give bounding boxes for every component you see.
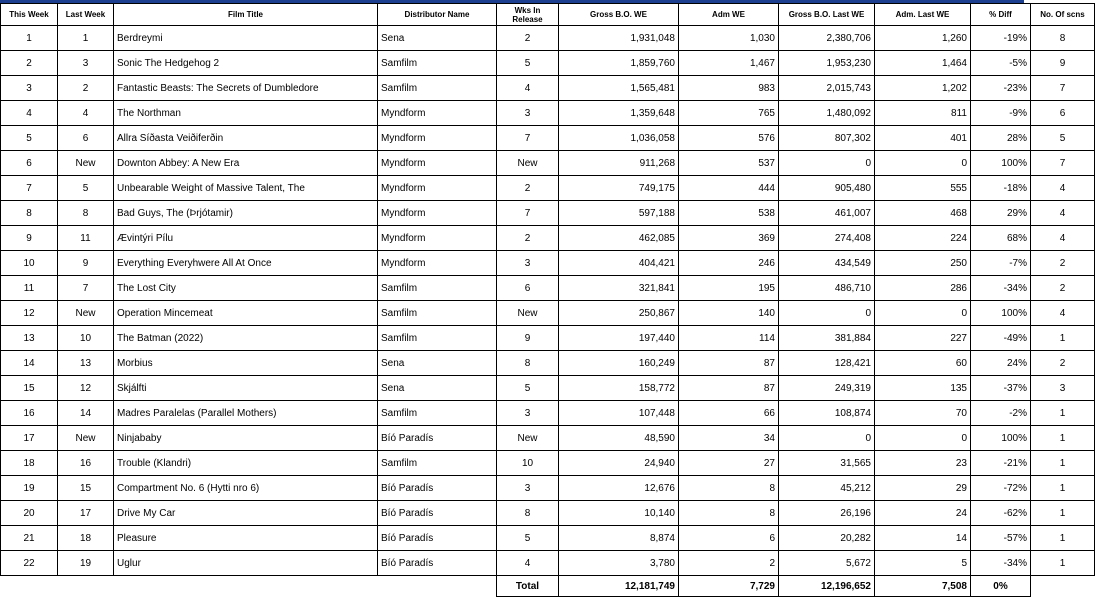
cell-gross-we: 10,140	[559, 501, 679, 526]
cell-gross-last-we: 807,302	[779, 126, 875, 151]
cell-pct-diff: -9%	[971, 101, 1031, 126]
cell-gross-we: 3,780	[559, 551, 679, 576]
cell-wks-in-release: 9	[497, 326, 559, 351]
cell-wks-in-release: 8	[497, 501, 559, 526]
cell-this-week: 6	[1, 151, 58, 176]
cell-last-week: 3	[58, 51, 114, 76]
cell-adm-we: 538	[679, 201, 779, 226]
cell-gross-last-we: 2,015,743	[779, 76, 875, 101]
cell-this-week: 8	[1, 201, 58, 226]
cell-wks-in-release: New	[497, 301, 559, 326]
cell-adm-last-we: 555	[875, 176, 971, 201]
col-header-adm-we: Adm WE	[679, 4, 779, 26]
table-row	[1, 351, 1095, 376]
cell-last-week: 11	[58, 226, 114, 251]
cell-adm-last-we: 468	[875, 201, 971, 226]
cell-pct-diff: 100%	[971, 301, 1031, 326]
cell-last-week: New	[58, 151, 114, 176]
cell-wks-in-release: 4	[497, 551, 559, 576]
cell-adm-we: 195	[679, 276, 779, 301]
cell-wks-in-release: 3	[497, 401, 559, 426]
cell-gross-we: 107,448	[559, 401, 679, 426]
cell-pct-diff: -23%	[971, 76, 1031, 101]
cell-adm-last-we: 70	[875, 401, 971, 426]
cell-gross-we: 197,440	[559, 326, 679, 351]
cell-distributor: Sena	[378, 351, 497, 376]
cell-film-title: Ævintýri Pílu	[114, 226, 378, 251]
cell-gross-we: 250,867	[559, 301, 679, 326]
cell-gross-we: 8,874	[559, 526, 679, 551]
cell-film-title: Compartment No. 6 (Hytti nro 6)	[114, 476, 378, 501]
table-row	[1, 51, 1095, 76]
cell-gross-last-we: 128,421	[779, 351, 875, 376]
cell-last-week: 8	[58, 201, 114, 226]
cell-distributor: Samfilm	[378, 276, 497, 301]
cell-adm-we: 576	[679, 126, 779, 151]
cell-film-title: Unbearable Weight of Massive Talent, The	[114, 176, 378, 201]
cell-gross-last-we: 381,884	[779, 326, 875, 351]
cell-wks-in-release: 7	[497, 126, 559, 151]
cell-this-week: 3	[1, 76, 58, 101]
cell-gross-we: 1,565,481	[559, 76, 679, 101]
cell-distributor: Bíó Paradís	[378, 426, 497, 451]
cell-adm-last-we: 24	[875, 501, 971, 526]
cell-this-week: 9	[1, 226, 58, 251]
table-row	[1, 476, 1095, 501]
cell-adm-last-we: 811	[875, 101, 971, 126]
cell-last-week: 9	[58, 251, 114, 276]
cell-gross-last-we: 26,196	[779, 501, 875, 526]
table-row	[1, 451, 1095, 476]
cell-wks-in-release: 3	[497, 101, 559, 126]
header-row	[1, 4, 1095, 26]
total-blank	[378, 576, 497, 597]
col-header-gross-last-we: Gross B.O. Last WE	[779, 4, 875, 26]
cell-gross-last-we: 0	[779, 301, 875, 326]
cell-gross-we: 321,841	[559, 276, 679, 301]
cell-adm-last-we: 5	[875, 551, 971, 576]
cell-adm-we: 6	[679, 526, 779, 551]
cell-pct-diff: 28%	[971, 126, 1031, 151]
cell-film-title: The Northman	[114, 101, 378, 126]
cell-adm-last-we: 60	[875, 351, 971, 376]
cell-gross-last-we: 274,408	[779, 226, 875, 251]
table-row	[1, 251, 1095, 276]
cell-adm-we: 87	[679, 376, 779, 401]
cell-this-week: 10	[1, 251, 58, 276]
cell-distributor: Myndform	[378, 101, 497, 126]
cell-gross-we: 911,268	[559, 151, 679, 176]
cell-adm-we: 66	[679, 401, 779, 426]
col-header-last-week: Last Week	[58, 4, 114, 26]
cell-last-week: 4	[58, 101, 114, 126]
cell-film-title: Operation Mincemeat	[114, 301, 378, 326]
table-row	[1, 526, 1095, 551]
cell-film-title: Skjálfti	[114, 376, 378, 401]
cell-distributor: Bíó Paradís	[378, 501, 497, 526]
col-header-film-title: Film Title	[114, 4, 378, 26]
cell-distributor: Samfilm	[378, 401, 497, 426]
cell-this-week: 16	[1, 401, 58, 426]
cell-pct-diff: 100%	[971, 426, 1031, 451]
cell-pct-diff: -18%	[971, 176, 1031, 201]
col-header-wks-in-release: Wks In Release	[497, 4, 559, 26]
total-adm-last-we: 7,508	[875, 576, 971, 597]
table-row	[1, 201, 1095, 226]
cell-this-week: 5	[1, 126, 58, 151]
cell-wks-in-release: 6	[497, 276, 559, 301]
cell-distributor: Myndform	[378, 126, 497, 151]
cell-screens: 1	[1031, 401, 1095, 426]
cell-this-week: 11	[1, 276, 58, 301]
cell-pct-diff: 68%	[971, 226, 1031, 251]
cell-adm-last-we: 286	[875, 276, 971, 301]
cell-screens: 1	[1031, 426, 1095, 451]
cell-last-week: 19	[58, 551, 114, 576]
col-header-distributor: Distributor Name	[378, 4, 497, 26]
cell-last-week: 5	[58, 176, 114, 201]
table-row	[1, 426, 1095, 451]
cell-adm-we: 2	[679, 551, 779, 576]
col-header-this-week: This Week	[1, 4, 58, 26]
table-row	[1, 26, 1095, 51]
total-pct-diff: 0%	[971, 576, 1031, 597]
cell-this-week: 4	[1, 101, 58, 126]
table-row	[1, 226, 1095, 251]
cell-adm-we: 87	[679, 351, 779, 376]
cell-distributor: Samfilm	[378, 301, 497, 326]
total-gross-last-we: 12,196,652	[779, 576, 875, 597]
cell-last-week: 7	[58, 276, 114, 301]
cell-adm-we: 34	[679, 426, 779, 451]
cell-wks-in-release: 2	[497, 176, 559, 201]
cell-this-week: 13	[1, 326, 58, 351]
cell-film-title: Everything Everyhwere All At Once	[114, 251, 378, 276]
table-row	[1, 551, 1095, 576]
cell-screens: 2	[1031, 276, 1095, 301]
cell-distributor: Samfilm	[378, 76, 497, 101]
cell-gross-we: 1,359,648	[559, 101, 679, 126]
cell-adm-last-we: 1,202	[875, 76, 971, 101]
cell-last-week: 17	[58, 501, 114, 526]
cell-gross-we: 1,931,048	[559, 26, 679, 51]
cell-gross-we: 749,175	[559, 176, 679, 201]
cell-this-week: 1	[1, 26, 58, 51]
cell-this-week: 7	[1, 176, 58, 201]
cell-distributor: Myndform	[378, 151, 497, 176]
cell-distributor: Myndform	[378, 176, 497, 201]
cell-last-week: 15	[58, 476, 114, 501]
cell-film-title: The Batman (2022)	[114, 326, 378, 351]
cell-distributor: Samfilm	[378, 451, 497, 476]
cell-film-title: Fantastic Beasts: The Secrets of Dumbledore	[114, 76, 378, 101]
cell-wks-in-release: New	[497, 151, 559, 176]
cell-distributor: Samfilm	[378, 326, 497, 351]
cell-film-title: Sonic The Hedgehog 2	[114, 51, 378, 76]
cell-wks-in-release: 3	[497, 251, 559, 276]
cell-gross-we: 12,676	[559, 476, 679, 501]
cell-wks-in-release: 4	[497, 76, 559, 101]
cell-gross-last-we: 108,874	[779, 401, 875, 426]
cell-screens: 6	[1031, 101, 1095, 126]
cell-last-week: 18	[58, 526, 114, 551]
cell-adm-we: 537	[679, 151, 779, 176]
cell-wks-in-release: 2	[497, 226, 559, 251]
cell-gross-last-we: 486,710	[779, 276, 875, 301]
table-row	[1, 276, 1095, 301]
cell-adm-last-we: 0	[875, 301, 971, 326]
cell-adm-we: 8	[679, 476, 779, 501]
cell-adm-we: 369	[679, 226, 779, 251]
table-row	[1, 151, 1095, 176]
cell-distributor: Samfilm	[378, 51, 497, 76]
cell-last-week: 2	[58, 76, 114, 101]
table-row	[1, 401, 1095, 426]
cell-screens: 7	[1031, 76, 1095, 101]
cell-adm-last-we: 1,464	[875, 51, 971, 76]
cell-pct-diff: -34%	[971, 551, 1031, 576]
cell-pct-diff: -5%	[971, 51, 1031, 76]
cell-this-week: 20	[1, 501, 58, 526]
cell-film-title: The Lost City	[114, 276, 378, 301]
table-row	[1, 501, 1095, 526]
cell-last-week: 1	[58, 26, 114, 51]
cell-film-title: Pleasure	[114, 526, 378, 551]
table-row	[1, 326, 1095, 351]
cell-screens: 4	[1031, 301, 1095, 326]
total-blank	[114, 576, 378, 597]
cell-wks-in-release: 10	[497, 451, 559, 476]
table-body	[1, 26, 1095, 597]
cell-pct-diff: -19%	[971, 26, 1031, 51]
cell-adm-we: 983	[679, 76, 779, 101]
cell-pct-diff: 100%	[971, 151, 1031, 176]
cell-screens: 4	[1031, 176, 1095, 201]
cell-film-title: Bad Guys, The (Þrjótamir)	[114, 201, 378, 226]
cell-adm-we: 114	[679, 326, 779, 351]
cell-this-week: 14	[1, 351, 58, 376]
cell-adm-we: 444	[679, 176, 779, 201]
cell-screens: 1	[1031, 526, 1095, 551]
cell-pct-diff: -2%	[971, 401, 1031, 426]
cell-adm-we: 27	[679, 451, 779, 476]
cell-last-week: New	[58, 301, 114, 326]
cell-screens: 1	[1031, 501, 1095, 526]
cell-gross-we: 597,188	[559, 201, 679, 226]
cell-gross-last-we: 5,672	[779, 551, 875, 576]
cell-screens: 1	[1031, 476, 1095, 501]
cell-wks-in-release: 5	[497, 51, 559, 76]
cell-adm-last-we: 23	[875, 451, 971, 476]
cell-adm-last-we: 227	[875, 326, 971, 351]
cell-screens: 8	[1031, 26, 1095, 51]
table-row	[1, 301, 1095, 326]
col-header-adm-last-we: Adm. Last WE	[875, 4, 971, 26]
cell-pct-diff: 29%	[971, 201, 1031, 226]
cell-gross-last-we: 249,319	[779, 376, 875, 401]
cell-gross-last-we: 0	[779, 426, 875, 451]
cell-gross-last-we: 31,565	[779, 451, 875, 476]
cell-film-title: Drive My Car	[114, 501, 378, 526]
cell-gross-last-we: 905,480	[779, 176, 875, 201]
cell-adm-we: 1,030	[679, 26, 779, 51]
cell-gross-last-we: 1,953,230	[779, 51, 875, 76]
cell-adm-last-we: 14	[875, 526, 971, 551]
cell-screens: 1	[1031, 551, 1095, 576]
total-blank	[58, 576, 114, 597]
cell-this-week: 17	[1, 426, 58, 451]
cell-distributor: Bíó Paradís	[378, 551, 497, 576]
total-row	[1, 576, 1095, 597]
cell-last-week: 14	[58, 401, 114, 426]
cell-this-week: 12	[1, 301, 58, 326]
cell-this-week: 18	[1, 451, 58, 476]
cell-screens: 3	[1031, 376, 1095, 401]
cell-adm-we: 246	[679, 251, 779, 276]
cell-pct-diff: -49%	[971, 326, 1031, 351]
cell-this-week: 2	[1, 51, 58, 76]
cell-screens: 9	[1031, 51, 1095, 76]
total-adm-we: 7,729	[679, 576, 779, 597]
cell-pct-diff: -57%	[971, 526, 1031, 551]
cell-adm-last-we: 29	[875, 476, 971, 501]
cell-screens: 1	[1031, 326, 1095, 351]
cell-wks-in-release: New	[497, 426, 559, 451]
cell-this-week: 15	[1, 376, 58, 401]
cell-adm-we: 8	[679, 501, 779, 526]
cell-adm-last-we: 250	[875, 251, 971, 276]
cell-adm-we: 140	[679, 301, 779, 326]
cell-wks-in-release: 7	[497, 201, 559, 226]
cell-distributor: Sena	[378, 26, 497, 51]
table-row	[1, 101, 1095, 126]
cell-pct-diff: -62%	[971, 501, 1031, 526]
cell-gross-last-we: 1,480,092	[779, 101, 875, 126]
cell-last-week: 16	[58, 451, 114, 476]
cell-gross-we: 462,085	[559, 226, 679, 251]
cell-adm-last-we: 224	[875, 226, 971, 251]
box-office-table	[0, 3, 1095, 597]
cell-wks-in-release: 8	[497, 351, 559, 376]
total-blank	[1, 576, 58, 597]
cell-screens: 4	[1031, 226, 1095, 251]
cell-this-week: 19	[1, 476, 58, 501]
cell-film-title: Trouble (Klandri)	[114, 451, 378, 476]
cell-wks-in-release: 2	[497, 26, 559, 51]
cell-adm-we: 1,467	[679, 51, 779, 76]
cell-gross-last-we: 461,007	[779, 201, 875, 226]
cell-screens: 4	[1031, 201, 1095, 226]
cell-last-week: New	[58, 426, 114, 451]
cell-this-week: 21	[1, 526, 58, 551]
cell-pct-diff: 24%	[971, 351, 1031, 376]
col-header-pct-diff: % Diff	[971, 4, 1031, 26]
cell-last-week: 10	[58, 326, 114, 351]
cell-last-week: 6	[58, 126, 114, 151]
cell-film-title: Downton Abbey: A New Era	[114, 151, 378, 176]
cell-adm-last-we: 1,260	[875, 26, 971, 51]
table-row	[1, 126, 1095, 151]
cell-screens: 2	[1031, 351, 1095, 376]
table-row	[1, 76, 1095, 101]
cell-wks-in-release: 5	[497, 526, 559, 551]
cell-film-title: Ninjababy	[114, 426, 378, 451]
cell-distributor: Bíó Paradís	[378, 526, 497, 551]
cell-gross-we: 24,940	[559, 451, 679, 476]
cell-wks-in-release: 5	[497, 376, 559, 401]
cell-gross-we: 1,036,058	[559, 126, 679, 151]
cell-adm-last-we: 135	[875, 376, 971, 401]
cell-this-week: 22	[1, 551, 58, 576]
cell-gross-last-we: 45,212	[779, 476, 875, 501]
col-header-screens: No. Of scns	[1031, 4, 1095, 26]
cell-gross-we: 160,249	[559, 351, 679, 376]
cell-gross-last-we: 0	[779, 151, 875, 176]
cell-adm-last-we: 0	[875, 151, 971, 176]
table-row	[1, 176, 1095, 201]
col-header-gross-we: Gross B.O. WE	[559, 4, 679, 26]
cell-distributor: Bíó Paradís	[378, 476, 497, 501]
cell-pct-diff: -34%	[971, 276, 1031, 301]
total-blank	[1031, 576, 1095, 597]
cell-screens: 2	[1031, 251, 1095, 276]
cell-gross-we: 404,421	[559, 251, 679, 276]
cell-film-title: Uglur	[114, 551, 378, 576]
table-row	[1, 376, 1095, 401]
cell-film-title: Berdreymi	[114, 26, 378, 51]
cell-adm-we: 765	[679, 101, 779, 126]
cell-distributor: Myndform	[378, 251, 497, 276]
cell-last-week: 13	[58, 351, 114, 376]
cell-adm-last-we: 0	[875, 426, 971, 451]
cell-screens: 7	[1031, 151, 1095, 176]
cell-wks-in-release: 3	[497, 476, 559, 501]
cell-distributor: Myndform	[378, 201, 497, 226]
total-label: Total	[497, 576, 559, 597]
cell-film-title: Allra Síðasta Veiðiferðin	[114, 126, 378, 151]
cell-gross-we: 48,590	[559, 426, 679, 451]
cell-film-title: Morbius	[114, 351, 378, 376]
cell-gross-we: 158,772	[559, 376, 679, 401]
cell-distributor: Sena	[378, 376, 497, 401]
cell-gross-last-we: 20,282	[779, 526, 875, 551]
cell-pct-diff: -37%	[971, 376, 1031, 401]
cell-adm-last-we: 401	[875, 126, 971, 151]
cell-gross-we: 1,859,760	[559, 51, 679, 76]
cell-last-week: 12	[58, 376, 114, 401]
cell-gross-last-we: 434,549	[779, 251, 875, 276]
cell-film-title: Madres Paralelas (Parallel Mothers)	[114, 401, 378, 426]
cell-screens: 5	[1031, 126, 1095, 151]
cell-distributor: Myndform	[378, 226, 497, 251]
cell-pct-diff: -7%	[971, 251, 1031, 276]
cell-screens: 1	[1031, 451, 1095, 476]
cell-pct-diff: -72%	[971, 476, 1031, 501]
total-gross-we: 12,181,749	[559, 576, 679, 597]
cell-gross-last-we: 2,380,706	[779, 26, 875, 51]
cell-pct-diff: -21%	[971, 451, 1031, 476]
